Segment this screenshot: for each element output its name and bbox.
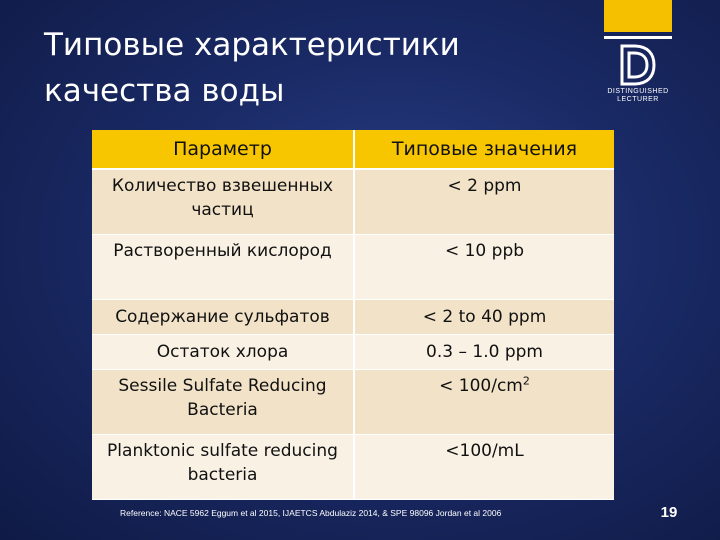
value-cell: < 10 ppb (354, 235, 614, 300)
title-line-2: качества воды (44, 73, 285, 109)
logo-caption-2: LECTURER (617, 96, 659, 103)
table-row (92, 435, 614, 500)
param-cell: Sessile Sulfate Reducing Bacteria (92, 370, 354, 435)
value-cell: < 2 ppm (354, 169, 614, 235)
distinguished-lecturer-logo (598, 0, 678, 104)
value-cell: < 2 to 40 ppm (354, 300, 614, 335)
slide-title (44, 22, 564, 114)
logo-white-rule (604, 36, 672, 39)
logo-d-icon (620, 44, 656, 86)
param-cell: Planktonic sulfate reducing bacteria (92, 435, 354, 500)
value-cell: <100/mL (354, 435, 614, 500)
table-row (92, 235, 614, 300)
param-cell: Количество взвешенных частиц (92, 169, 354, 235)
value-text: < 100/cm (439, 376, 523, 396)
water-quality-table (92, 130, 614, 500)
param-cell: Содержание сульфатов (92, 300, 354, 335)
table-header-row (92, 130, 614, 169)
value-superscript: 2 (522, 374, 530, 388)
table-row (92, 370, 614, 435)
page-number: 19 (660, 504, 678, 521)
logo-caption-1: DISTINGUISHED (607, 88, 669, 95)
header-parameter: Параметр (92, 130, 354, 169)
title-line-1: Типовые характеристики (44, 27, 460, 63)
header-typical-values: Типовые значения (354, 130, 614, 169)
table-row (92, 169, 614, 235)
value-cell (354, 370, 614, 435)
table-row (92, 335, 614, 370)
param-cell: Растворенный кислород (92, 235, 354, 300)
table-row (92, 300, 614, 335)
logo-yellow-block (604, 0, 672, 32)
param-cell: Остаток хлора (92, 335, 354, 370)
value-cell: 0.3 – 1.0 ppm (354, 335, 614, 370)
reference-footnote: Reference: NACE 5962 Eggum et al 2015, IJAETCS Abdulaziz 2014, & SPE 98096 Jordan et al 2006 (120, 508, 502, 518)
